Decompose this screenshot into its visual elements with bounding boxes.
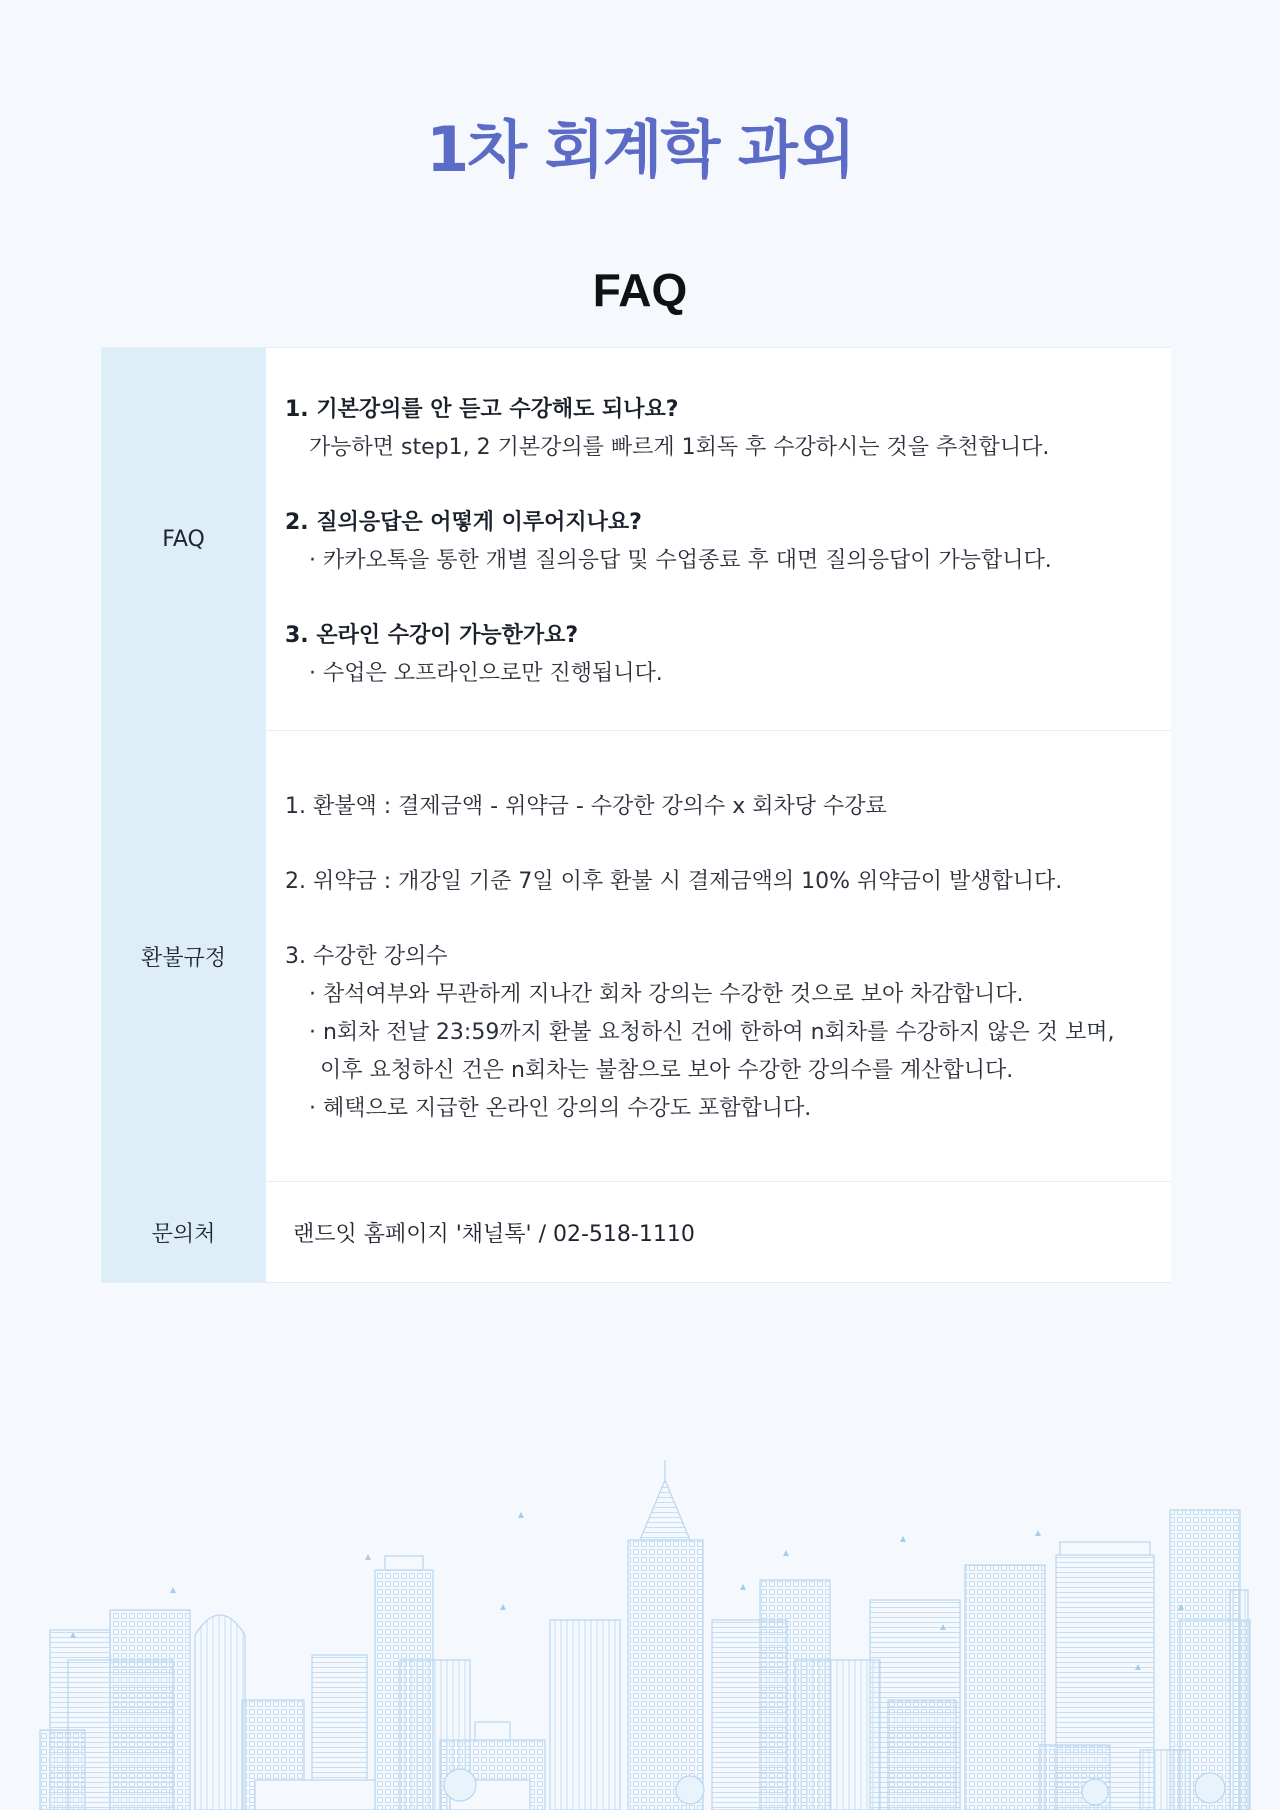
contact-value: 랜드잇 홈페이지 '채널톡' / 02-518-1110	[266, 1182, 1171, 1282]
refund-row	[101, 731, 1171, 1182]
refund-item-1: 1. 환불액 : 결제금액 - 위약금 - 수강한 강의수 x 회차당 수강료	[285, 794, 887, 819]
faq-row	[101, 348, 1171, 731]
faq-answer-2: · 카카오톡을 통한 개별 질의응답 및 수업종료 후 대면 질의응답이 가능합니다.	[309, 548, 1052, 573]
faq-content	[266, 348, 1171, 730]
faq-answer-3: · 수업은 오프라인으로만 진행됩니다.	[309, 661, 663, 686]
faq-question-1: 1. 기본강의를 안 듣고 수강해도 되나요?	[285, 397, 679, 422]
refund-content	[266, 731, 1171, 1181]
city-skyline-illustration	[0, 1460, 1280, 1810]
refund-item-3: 3. 수강한 강의수	[285, 944, 448, 969]
contact-label: 문의처	[101, 1182, 266, 1282]
refund-sub-3: · 혜택으로 지급한 온라인 강의의 수강도 포함합니다.	[309, 1096, 812, 1121]
refund-sub-2: · n회차 전날 23:59까지 환불 요청하신 건에 한하여 n회차를 수강하지 않은 것 보며,	[309, 1020, 1115, 1045]
refund-sub-2-continued: 이후 요청하신 건은 n회차는 불참으로 보아 수강한 강의수를 계산합니다.	[320, 1058, 1014, 1083]
faq-label: FAQ	[101, 348, 266, 730]
contact-row	[101, 1182, 1171, 1283]
refund-label: 환불규정	[101, 731, 266, 1181]
page-title: 1차 회계학 과외	[426, 113, 854, 186]
faq-answer-1: 가능하면 step1, 2 기본강의를 빠르게 1회독 후 수강하시는 것을 추천합니다.	[309, 435, 1050, 460]
section-title: FAQ	[592, 264, 688, 316]
refund-item-2: 2. 위약금 : 개강일 기준 7일 이후 환불 시 결제금액의 10% 위약금이 발생합니다.	[285, 869, 1063, 894]
faq-question-3: 3. 온라인 수강이 가능한가요?	[285, 623, 579, 648]
info-table	[101, 347, 1171, 1283]
faq-question-2: 2. 질의응답은 어떻게 이루어지나요?	[285, 510, 642, 535]
refund-sub-1: · 참석여부와 무관하게 지나간 회차 강의는 수강한 것으로 보아 차감합니다.	[309, 982, 1024, 1007]
